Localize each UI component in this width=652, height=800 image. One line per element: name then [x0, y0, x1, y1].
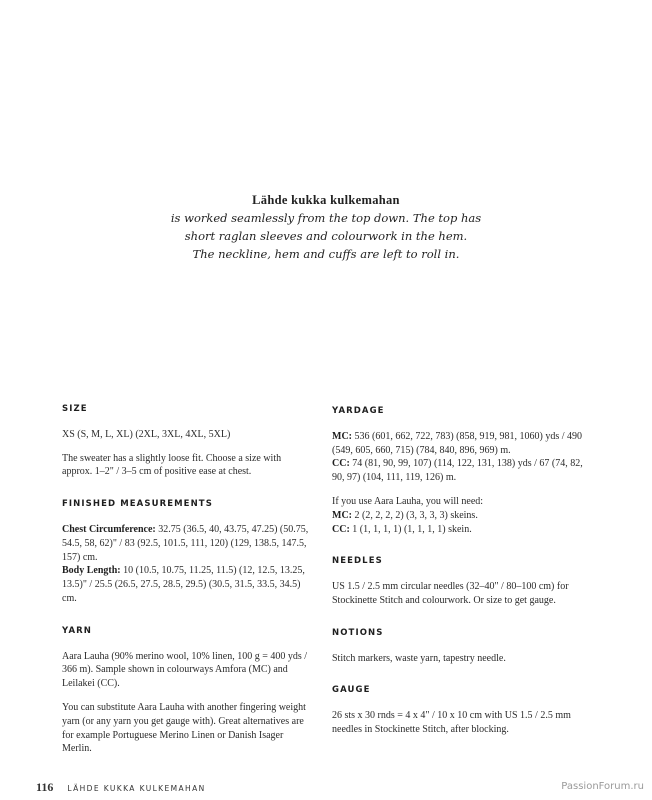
mc-yardage: 536 (601, 662, 722, 783) (858, 919, 981, 1060) yds / 490 (549, 605, 660, 715) (784, 840, 896, 969) m. [332, 430, 582, 456]
size-heading: SIZE [62, 404, 88, 414]
yarn-heading: YARN [62, 625, 92, 636]
notions-text: Stitch markers, waste yarn, tapestry needle. [332, 652, 506, 664]
size-fit-note: The sweater has a slightly loose fit. Choose a size with approx. 1–2" / 3–5 cm of positive ease at chest. [62, 452, 282, 478]
mc-label: MC: [332, 430, 352, 442]
cc-skeins-label: CC: [332, 523, 350, 535]
left-column [62, 403, 310, 775]
page-number: 116 [36, 780, 54, 794]
body-length-value: 10 (10.5, 10.75, 11.25, 11.5) (12, 12.5, 13.25, 13.5)" / 25.5 (26.5, 27.5, 28.5, 29.5) (30.5, 31.5, 33.5, 34.5) cm. [62, 565, 305, 604]
needles-text: US 1.5 / 2.5 mm circular needles (32–40" / 80–100 cm) for Stockinette Stitch and colourwork. Or size to get gauge. [332, 581, 569, 606]
running-title: LÄHDE KUKKA KULKEMAHAN [67, 784, 206, 793]
needles-heading: NEEDLES [332, 556, 383, 567]
skein-note: If you use Aara Lauha, you will need: [332, 495, 484, 507]
yardage-heading: YARDAGE [332, 406, 385, 416]
yarn-substitute-note: You can substitute Aara Lauha with another fingering weight yarn (or any yarn you get gauge with). Great alternatives are for example Portuguese Merino Linen or Danish Isager Merlin. [62, 701, 306, 755]
intro-block [0, 191, 652, 263]
finished-measurements-heading: FINISHED MEASUREMENTS [62, 499, 213, 510]
intro-line-3: The neckline, hem and cuffs are left to roll in. [192, 247, 460, 261]
size-list: XS (S, M, L, XL) (2XL, 3XL, 4XL, 5XL) [62, 428, 231, 440]
yarn-section [62, 625, 310, 756]
yardage-section [332, 405, 590, 536]
needles-section [332, 555, 590, 607]
measurements-text [62, 523, 310, 606]
gauge-heading: GAUGE [332, 685, 371, 696]
chest-label: Chest Circumference: [62, 523, 156, 535]
yarn-description: Aara Lauha (90% merino wool, 10% linen, 100 g = 400 yds / 366 m). Sample shown in colourways Amfora (MC) and Leilakei (CC). [62, 650, 308, 690]
cc-label: CC: [332, 458, 350, 470]
cc-yardage: 74 (81, 90, 99, 107) (114, 122, 131, 138) yds / 67 (74, 82, 90, 97) (104, 111, 119, 126) m. [332, 458, 583, 484]
site-watermark: PassionForum.ru [561, 781, 644, 792]
mc-skeins-label: MC: [332, 509, 352, 521]
gauge-section [332, 684, 590, 736]
chest-value: 32.75 (36.5, 40, 43.75, 47.25) (50.75, 54.5, 58, 62)" / 83 (92.5, 101.5, 111, 120) (129, 138.5, 147.5, 157) cm. [62, 523, 309, 563]
cc-skeins: 1 (1, 1, 1, 1) (1, 1, 1, 1) skein. [349, 523, 472, 535]
finished-measurements-section [62, 498, 310, 606]
right-column [332, 405, 590, 756]
gauge-text: 26 sts x 30 rnds = 4 x 4" / 10 x 10 cm with US 1.5 / 2.5 mm needles in Stockinette Stitch, after blocking. [332, 710, 571, 735]
mc-skeins: 2 (2, 2, 2, 2) (3, 3, 3, 3) skeins. [352, 509, 478, 521]
notions-heading: NOTIONS [332, 627, 384, 638]
body-length-label: Body Length: [62, 565, 121, 577]
page-footer [36, 780, 206, 795]
notions-section [332, 627, 590, 666]
size-section [62, 403, 310, 479]
intro-line-1: is worked seamlessly from the top down. The top has [170, 211, 482, 225]
pattern-title: Lähde kukka kulkemahan [252, 193, 400, 207]
yardage-totals [332, 430, 590, 485]
intro-line-2: short raglan sleeves and colourwork in the hem. [184, 229, 468, 243]
skein-counts [332, 495, 590, 536]
